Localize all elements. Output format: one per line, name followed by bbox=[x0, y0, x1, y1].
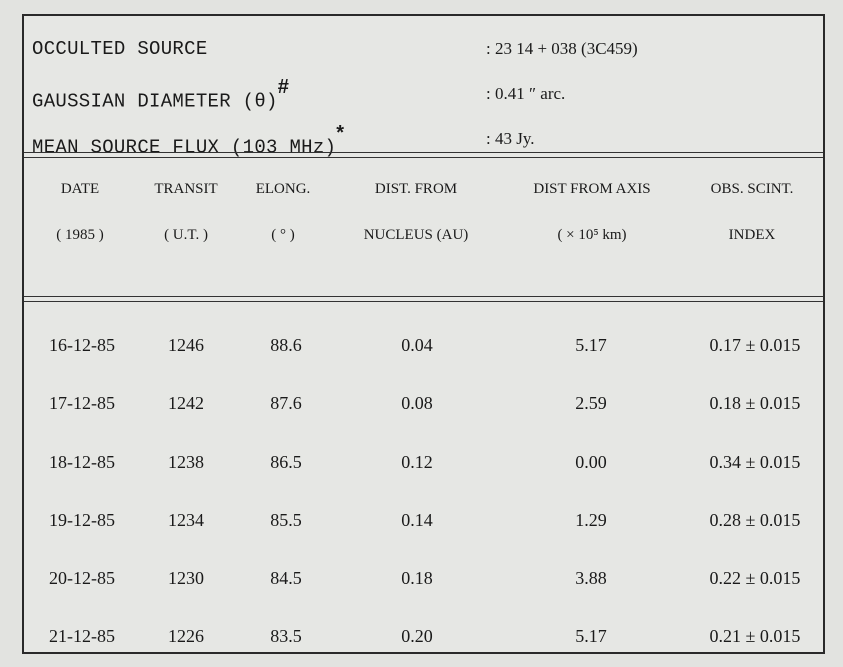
cell-dist-nucleus: 0.08 bbox=[401, 393, 433, 413]
cell-elong: 83.5 bbox=[270, 626, 302, 646]
occulted-source-value: : 23 14 + 038 (3C459) bbox=[486, 39, 638, 58]
cell-dist-nucleus: 0.18 bbox=[401, 568, 433, 588]
gaussian-diameter-label: GAUSSIAN DIAMETER (θ)# bbox=[32, 76, 290, 113]
cell-transit: 1242 bbox=[168, 393, 204, 413]
column-head-elong: ELONG. ( ° ) bbox=[255, 181, 311, 243]
cell-date: 16-12-85 bbox=[49, 335, 115, 355]
column-head-dist-axis: DIST FROM AXIS ( × 10⁵ km) bbox=[533, 181, 651, 243]
cell-date: 20-12-85 bbox=[49, 568, 115, 588]
cell-scint-index: 0.18 ± 0.015 bbox=[709, 393, 801, 413]
column-head-transit: TRANSIT ( U.T. ) bbox=[154, 181, 218, 243]
cell-transit: 1226 bbox=[168, 626, 204, 646]
table-head-divider bbox=[24, 296, 823, 302]
cell-elong: 88.6 bbox=[270, 335, 302, 355]
cell-transit: 1238 bbox=[168, 452, 204, 472]
data-table-frame bbox=[22, 14, 825, 654]
cell-elong: 86.5 bbox=[270, 452, 302, 472]
cell-date: 17-12-85 bbox=[49, 393, 115, 413]
mean-source-flux-value: : 43 Jy. bbox=[486, 129, 535, 148]
cell-date: 18-12-85 bbox=[49, 452, 115, 472]
cell-dist-nucleus: 0.14 bbox=[401, 510, 433, 530]
cell-scint-index: 0.21 ± 0.015 bbox=[709, 626, 801, 646]
cell-scint-index: 0.34 ± 0.015 bbox=[709, 452, 801, 472]
hash-mark: # bbox=[277, 76, 290, 98]
column-head-scint-index: OBS. SCINT. INDEX bbox=[710, 181, 794, 243]
cell-dist-axis: 0.00 bbox=[575, 452, 607, 472]
cell-dist-axis: 5.17 bbox=[575, 335, 607, 355]
column-head-date: DATE ( 1985 ) bbox=[56, 181, 104, 243]
cell-date: 19-12-85 bbox=[49, 510, 115, 530]
mean-source-flux-label: MEAN SOURCE FLUX (103 MHz)* bbox=[32, 122, 345, 159]
header-divider bbox=[24, 152, 823, 158]
cell-elong: 87.6 bbox=[270, 393, 302, 413]
cell-scint-index: 0.17 ± 0.015 bbox=[709, 335, 801, 355]
cell-date: 21-12-85 bbox=[49, 626, 115, 646]
cell-dist-axis: 5.17 bbox=[575, 626, 607, 646]
cell-scint-index: 0.28 ± 0.015 bbox=[709, 510, 801, 530]
cell-elong: 85.5 bbox=[270, 510, 302, 530]
cell-dist-nucleus: 0.04 bbox=[401, 335, 433, 355]
cell-dist-axis: 3.88 bbox=[575, 568, 607, 588]
cell-transit: 1246 bbox=[168, 335, 204, 355]
cell-scint-index: 0.22 ± 0.015 bbox=[709, 568, 801, 588]
column-head-dist-nucleus: DIST. FROM NUCLEUS (AU) bbox=[363, 181, 469, 243]
cell-dist-nucleus: 0.20 bbox=[401, 626, 433, 646]
cell-elong: 84.5 bbox=[270, 568, 302, 588]
cell-dist-axis: 2.59 bbox=[575, 393, 607, 413]
cell-dist-axis: 1.29 bbox=[575, 510, 607, 530]
cell-transit: 1234 bbox=[168, 510, 204, 530]
cell-dist-nucleus: 0.12 bbox=[401, 452, 433, 472]
asterisk-mark: * bbox=[336, 122, 345, 144]
gaussian-diameter-value: : 0.41 ″ arc. bbox=[486, 84, 566, 103]
cell-transit: 1230 bbox=[168, 568, 204, 588]
occulted-source-label: OCCULTED SOURCE bbox=[32, 38, 208, 60]
